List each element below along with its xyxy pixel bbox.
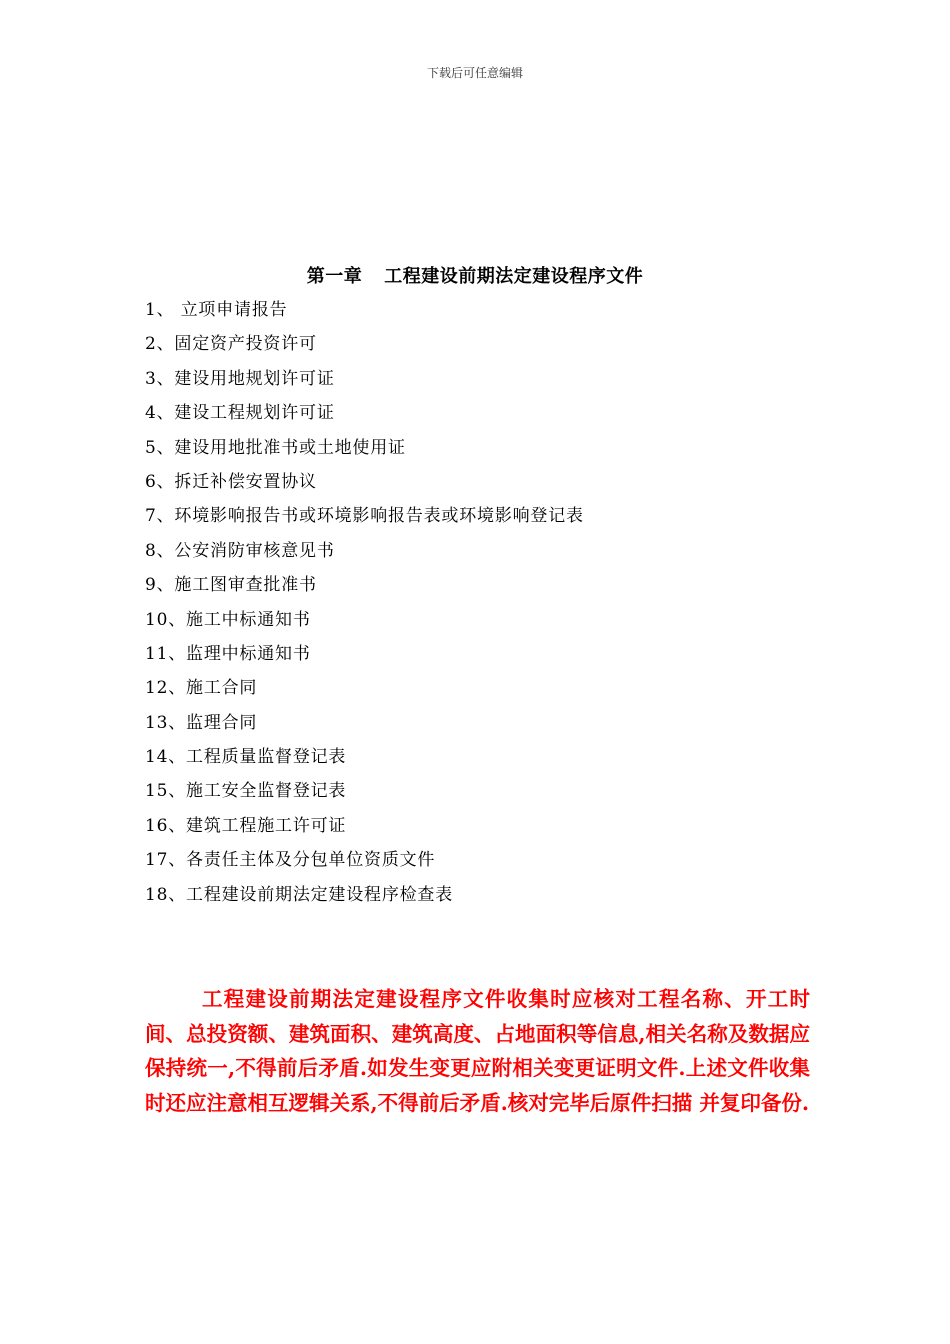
list-item: 11、监理中标通知书	[145, 643, 311, 664]
list-item: 15、施工安全监督登记表	[145, 781, 347, 802]
list-item: 1、 立项申请报告	[145, 300, 288, 320]
list-item: 16、建筑工程施工许可证	[145, 815, 347, 836]
list-item: 17、各责任主体及分包单位资质文件	[145, 850, 436, 871]
document-list	[145, 296, 584, 915]
list-item: 10、施工中标通知书	[145, 609, 311, 630]
header-note: 下载后可任意编辑	[426, 66, 523, 80]
list-item: 14、工程质量监督登记表	[145, 747, 347, 768]
list-item: 18、工程建设前期法定建设程序检查表	[145, 884, 454, 905]
chapter-label: 第一章	[306, 266, 363, 287]
verification-note: 工程建设前期法定建设程序文件收集时应核对工程名称、开工时间、总投资额、建筑面积、建筑高度、占地面积等信息,相关名称及数据应保持统一,不得前后矛盾.如发生变更应附相关变更证明文件.上述文件收集时还应注意相互逻辑关系,不得前后矛盾.核对完毕后原件扫描 并复印备份.	[145, 987, 810, 1115]
list-item: 2、固定资产投资许可	[145, 334, 317, 355]
list-item: 7、环境影响报告书或环境影响报告表或环境影响登记表	[145, 506, 584, 527]
list-item: 8、公安消防审核意见书	[145, 540, 335, 561]
chapter-title	[0, 262, 950, 288]
list-item: 12、施工合同	[145, 678, 258, 699]
list-item: 6、拆迁补偿安置协议	[145, 471, 317, 492]
chapter-heading: 工程建设前期法定建设程序文件	[384, 266, 644, 287]
list-item: 3、建设用地规划许可证	[145, 368, 335, 389]
list-item: 5、建设用地批准书或土地使用证	[145, 437, 406, 458]
list-item: 4、建设工程规划许可证	[145, 403, 335, 424]
list-item: 13、监理合同	[145, 712, 258, 733]
list-item: 9、施工图审查批准书	[145, 575, 317, 596]
